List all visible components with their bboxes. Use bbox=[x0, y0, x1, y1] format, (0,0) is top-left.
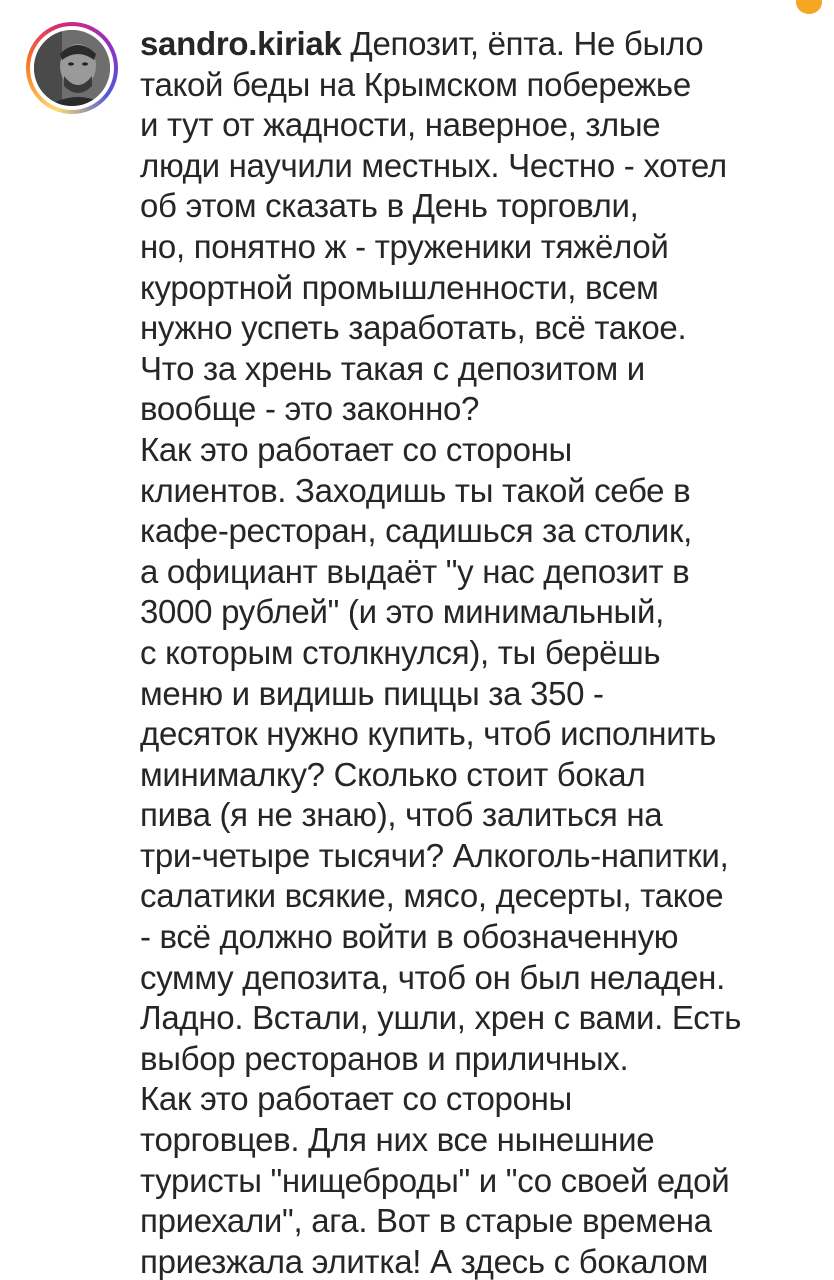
comment-line: - всё должно войти в обозначенную bbox=[140, 918, 679, 956]
avatar[interactable] bbox=[34, 30, 110, 106]
notification-dot bbox=[796, 0, 822, 14]
comment-line: об этом сказать в День торговли, bbox=[140, 187, 639, 225]
avatar-ring-gap bbox=[30, 26, 114, 110]
comment-line: нужно успеть заработать, всё такое. bbox=[140, 309, 687, 347]
comment-line: 3000 рублей" (и это минимальный, bbox=[140, 593, 664, 631]
avatar-story-ring[interactable] bbox=[26, 22, 118, 114]
comment-line: выбор ресторанов и приличных. bbox=[140, 1039, 629, 1077]
comment-line: вообще - это законно? bbox=[140, 390, 480, 428]
comment-line: а официант выдаёт "у нас депозит в bbox=[140, 552, 690, 590]
comment-line: Ладно. Встали, ушли, хрен с вами. Есть bbox=[140, 999, 742, 1037]
comment-line: Депозит, ёпта. Не было bbox=[350, 25, 704, 62]
comment-line: торговцев. Для них все нынешние bbox=[140, 1121, 655, 1159]
comment-line: Как это работает со стороны bbox=[140, 430, 572, 468]
comment-line: клиентов. Заходишь ты такой себе в bbox=[140, 471, 691, 509]
comment-line: минималку? Сколько стоит бокал bbox=[140, 755, 646, 793]
comment-line: и тут от жадности, наверное, злые bbox=[140, 106, 661, 144]
comment-line: десяток нужно купить, чтоб исполнить bbox=[140, 715, 717, 753]
comment-line: Что за хрень такая с депозитом и bbox=[140, 349, 645, 387]
comment-line: Как это работает со стороны bbox=[140, 1080, 572, 1118]
comment-line: приезжала элитка! А здесь с бокалом bbox=[140, 1242, 709, 1280]
comment-line: приехали", ага. Вот в старые времена bbox=[140, 1202, 712, 1240]
comment-line: люди научили местных. Честно - хотел bbox=[140, 146, 727, 184]
comment-line: но, понятно ж - труженики тяжёлой bbox=[140, 227, 669, 265]
comment-line: три-четыре тысячи? Алкоголь-напитки, bbox=[140, 836, 729, 874]
comment-line: сумму депозита, чтоб он был неладен. bbox=[140, 958, 725, 996]
comment-line: с которым столкнулся), ты берёшь bbox=[140, 633, 661, 671]
comment-line: курортной промышленности, всем bbox=[140, 268, 659, 306]
comment-line: салатики всякие, мясо, десерты, такое bbox=[140, 877, 724, 915]
comment-text bbox=[140, 24, 800, 1280]
comment-line: меню и видишь пиццы за 350 - bbox=[140, 674, 604, 712]
comment-line: туристы "нищеброды" и "со своей едой bbox=[140, 1161, 730, 1199]
comment-line: пива (я не знаю), чтоб залиться на bbox=[140, 796, 663, 834]
comment-username[interactable]: sandro.kiriak bbox=[140, 25, 342, 62]
avatar-photo-icon bbox=[34, 30, 110, 106]
comment-line: такой беды на Крымском побережье bbox=[140, 65, 691, 103]
comment-line: кафе-ресторан, садишься за столик, bbox=[140, 512, 692, 550]
